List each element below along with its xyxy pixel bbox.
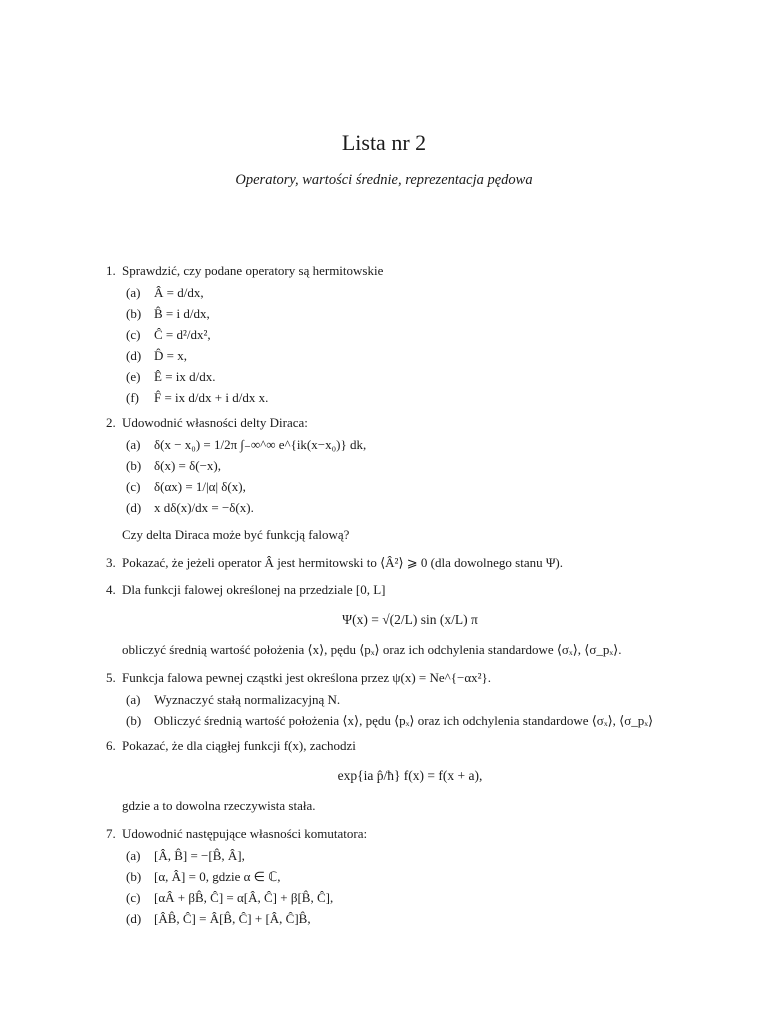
subitem-label: (f) (126, 390, 139, 405)
problem-4 (108, 580, 698, 660)
subitem-list (122, 846, 698, 930)
problem-text: Pokazać, że dla ciągłej funkcji f(x), zachodzi (122, 738, 356, 753)
subitem-label: (c) (126, 479, 141, 494)
page-subtitle: Operatory, wartości średnie, reprezentacja pędowa (235, 172, 533, 188)
subitem-label: (b) (126, 869, 142, 884)
page-title: Lista nr 2 (341, 130, 427, 155)
subitem (126, 435, 698, 456)
subitem (126, 690, 698, 711)
problem-number: 5. (106, 670, 116, 685)
subitem-expression: δ(x − x₀) = 1/2π ∫₋∞^∞ e^{ik(x−x₀)} dk, (154, 437, 367, 452)
subitem-expression: δ(x) = δ(−x), (154, 458, 221, 473)
subitem (126, 304, 698, 325)
subitem (126, 498, 698, 519)
subitem (126, 711, 698, 732)
subitem-expression: [α, Â] = 0, gdzie α ∈ ℂ, (154, 869, 281, 884)
problem-number: 4. (106, 582, 116, 597)
subitem (126, 456, 698, 477)
problem-list (108, 261, 698, 934)
subitem (126, 346, 698, 367)
subitem-expression: Wyznaczyć stałą normalizacyjną N. (154, 692, 341, 707)
subitem-list (122, 283, 698, 409)
subitem (126, 283, 698, 304)
subitem-label: (a) (126, 692, 141, 707)
display-equation: Ψ(x) = √(2/L) sin (x/L) π (342, 612, 478, 627)
subitem-label: (e) (126, 369, 141, 384)
subitem (126, 388, 698, 409)
subitem-expression: [ÂB̂, Ĉ] = Â[B̂, Ĉ] + [Â, Ĉ]B̂, (154, 911, 311, 926)
subitem-expression: Ĉ = d²/dx², (154, 327, 211, 342)
problem-number: 2. (106, 415, 116, 430)
problem-number: 6. (106, 738, 116, 753)
subitem (126, 888, 698, 909)
subitem-expression: B̂ = i d/dx, (154, 306, 210, 321)
subitem-expression: F̂ = ix d/dx + i d/dx x. (154, 390, 269, 405)
subitem-label: (d) (126, 348, 142, 363)
problem-number: 7. (106, 826, 116, 841)
problem-number: 1. (106, 263, 116, 278)
subitem-expression: x dδ(x)/dx = −δ(x). (154, 500, 254, 515)
subitem-expression: δ(αx) = 1/|α| δ(x), (154, 479, 246, 494)
subitem (126, 325, 698, 346)
problem-text: Udowodnić następujące własności komutatora: (122, 826, 368, 841)
subitem (126, 909, 698, 930)
subitem-expression: [αÂ + βB̂, Ĉ] = α[Â, Ĉ] + β[B̂, Ĉ], (154, 890, 334, 905)
subitem (126, 867, 698, 888)
problem-2 (108, 413, 698, 545)
problem-1 (108, 261, 698, 409)
problem-6 (108, 736, 698, 816)
subitem-expression: [Â, B̂] = −[B̂, Â], (154, 848, 245, 863)
problem-number: 3. (106, 555, 116, 570)
subitem-label: (d) (126, 500, 142, 515)
subitem-label: (b) (126, 458, 142, 473)
problem-text: Udowodnić własności delty Diraca: (122, 415, 308, 430)
subitem-list (122, 435, 698, 519)
problem-note: Czy delta Diraca może być funkcją falową? (122, 527, 350, 542)
subitem (126, 367, 698, 388)
subitem-list (122, 690, 698, 732)
problem-note: gdzie a to dowolna rzeczywista stała. (122, 798, 316, 813)
problem-text: Sprawdzić, czy podane operatory są hermitowskie (122, 263, 384, 278)
problem-3 (108, 553, 698, 573)
subitem-label: (c) (126, 327, 141, 342)
problem-text: Funkcja falowa pewnej cząstki jest określona przez ψ(x) = Ne^{−αx²}. (122, 670, 492, 685)
subitem-label: (b) (126, 713, 142, 728)
subitem-label: (a) (126, 437, 141, 452)
subitem-label: (a) (126, 848, 141, 863)
subitem-expression: Obliczyć średnią wartość położenia ⟨x⟩, pędu ⟨pₓ⟩ oraz ich odchylenia standardowe ⟨σₓ⟩, ⟨σ_pₓ⟩ (154, 713, 654, 728)
subitem (126, 477, 698, 498)
display-equation: exp{ia p̂/ħ} f(x) = f(x + a), (337, 768, 483, 783)
subitem-expression: Ê = ix d/dx. (154, 369, 216, 384)
problem-note: obliczyć średnią wartość położenia ⟨x⟩, pędu ⟨pₓ⟩ oraz ich odchylenia standardowe ⟨σₓ⟩, ⟨σ_pₓ⟩. (122, 642, 622, 657)
subitem-label: (c) (126, 890, 141, 905)
problem-text: Dla funkcji falowej określonej na przedziale [0, L] (122, 582, 386, 597)
subitem-expression: Â = d/dx, (154, 285, 204, 300)
subitem (126, 846, 698, 867)
subitem-label: (b) (126, 306, 142, 321)
subitem-expression: D̂ = x, (154, 348, 187, 363)
subitem-label: (a) (126, 285, 141, 300)
problem-text: Pokazać, że jeżeli operator Â jest hermitowski to ⟨Â²⟩ ⩾ 0 (dla dowolnego stanu Ψ). (122, 555, 564, 570)
problem-7 (108, 824, 698, 930)
problem-5 (108, 668, 698, 732)
subitem-label: (d) (126, 911, 142, 926)
